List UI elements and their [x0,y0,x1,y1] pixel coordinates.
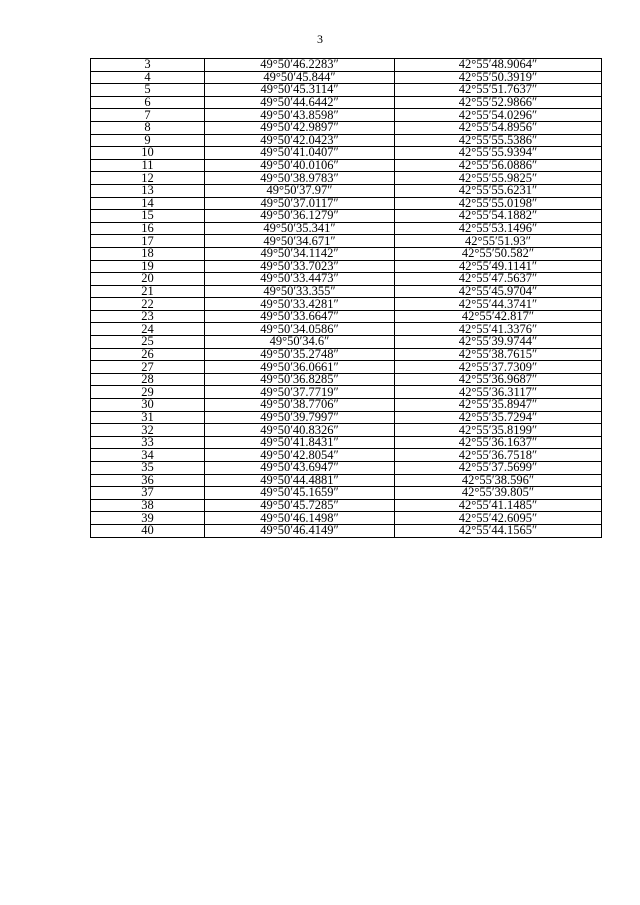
point-number-cell: 20 [91,273,205,286]
longitude-cell: 42°55′55.9394″ [395,147,602,160]
table-row [91,524,602,537]
point-number-cell: 38 [91,499,205,512]
point-number-cell: 25 [91,336,205,349]
longitude-cell: 42°55′51.7637″ [395,84,602,97]
latitude-cell: 49°50′45.7285″ [205,499,395,512]
point-number-cell: 24 [91,323,205,336]
latitude-cell: 49°50′45.1659″ [205,487,395,500]
table-row [91,424,602,437]
longitude-cell: 42°55′56.0886″ [395,159,602,172]
table-row [91,84,602,97]
latitude-cell: 49°50′46.2283″ [205,59,395,72]
latitude-cell: 49°50′34.0586″ [205,323,395,336]
coordinates-table [90,58,602,538]
latitude-cell: 49°50′36.1279″ [205,210,395,223]
latitude-cell: 49°50′36.0661″ [205,361,395,374]
longitude-cell: 42°55′36.1637″ [395,436,602,449]
point-number-cell: 10 [91,147,205,160]
point-number-cell: 13 [91,184,205,197]
table-row [91,386,602,399]
longitude-cell: 42°55′37.7309″ [395,361,602,374]
table-row [91,197,602,210]
latitude-cell: 49°50′33.4473″ [205,273,395,286]
point-number-cell: 34 [91,449,205,462]
longitude-cell: 42°55′52.9866″ [395,96,602,109]
table-row [91,499,602,512]
latitude-cell: 49°50′33.355″ [205,285,395,298]
longitude-cell: 42°55′55.6231″ [395,184,602,197]
longitude-cell: 42°55′50.3919″ [395,71,602,84]
latitude-cell: 49°50′39.7997″ [205,411,395,424]
latitude-cell: 49°50′37.0117″ [205,197,395,210]
table-row [91,147,602,160]
latitude-cell: 49°50′36.8285″ [205,373,395,386]
longitude-cell: 42°55′37.5699″ [395,462,602,475]
latitude-cell: 49°50′34.6″ [205,336,395,349]
latitude-cell: 49°50′45.3114″ [205,84,395,97]
table-row [91,184,602,197]
longitude-cell: 42°55′55.0198″ [395,197,602,210]
latitude-cell: 49°50′33.6647″ [205,310,395,323]
point-number-cell: 37 [91,487,205,500]
point-number-cell: 26 [91,348,205,361]
table-row [91,310,602,323]
point-number-cell: 36 [91,474,205,487]
table-row [91,71,602,84]
longitude-cell: 42°55′41.1485″ [395,499,602,512]
point-number-cell: 19 [91,260,205,273]
point-number-cell: 5 [91,84,205,97]
longitude-cell: 42°55′36.9687″ [395,373,602,386]
table-row [91,172,602,185]
longitude-cell: 42°55′49.1141″ [395,260,602,273]
coordinates-table-body [91,59,602,538]
table-row [91,436,602,449]
latitude-cell: 49°50′44.4881″ [205,474,395,487]
point-number-cell: 16 [91,222,205,235]
table-row [91,109,602,122]
latitude-cell: 49°50′40.8326″ [205,424,395,437]
latitude-cell: 49°50′35.2748″ [205,348,395,361]
longitude-cell: 42°55′38.7615″ [395,348,602,361]
latitude-cell: 49°50′37.97″ [205,184,395,197]
latitude-cell: 49°50′42.8054″ [205,449,395,462]
longitude-cell: 42°55′35.8199″ [395,424,602,437]
table-row [91,210,602,223]
point-number-cell: 6 [91,96,205,109]
longitude-cell: 42°55′45.9704″ [395,285,602,298]
point-number-cell: 40 [91,524,205,537]
point-number-cell: 18 [91,247,205,260]
point-number-cell: 4 [91,71,205,84]
table-row [91,373,602,386]
table-row [91,487,602,500]
point-number-cell: 8 [91,121,205,134]
longitude-cell: 42°55′36.3117″ [395,386,602,399]
table-row [91,59,602,72]
point-number-cell: 28 [91,373,205,386]
latitude-cell: 49°50′33.7023″ [205,260,395,273]
latitude-cell: 49°50′35.341″ [205,222,395,235]
table-row [91,134,602,147]
latitude-cell: 49°50′38.7706″ [205,399,395,412]
longitude-cell: 42°55′55.9825″ [395,172,602,185]
point-number-cell: 17 [91,235,205,248]
point-number-cell: 3 [91,59,205,72]
table-row [91,96,602,109]
longitude-cell: 42°55′42.6095″ [395,512,602,525]
point-number-cell: 33 [91,436,205,449]
longitude-cell: 42°55′54.8956″ [395,121,602,134]
table-row [91,512,602,525]
table-row [91,159,602,172]
point-number-cell: 35 [91,462,205,475]
longitude-cell: 42°55′48.9064″ [395,59,602,72]
point-number-cell: 12 [91,172,205,185]
table-row [91,449,602,462]
table-row [91,247,602,260]
longitude-cell: 42°55′41.3376″ [395,323,602,336]
table-row [91,361,602,374]
latitude-cell: 49°50′40.0106″ [205,159,395,172]
latitude-cell: 49°50′46.1498″ [205,512,395,525]
table-row [91,285,602,298]
table-row [91,474,602,487]
latitude-cell: 49°50′46.4149″ [205,524,395,537]
longitude-cell: 42°55′50.582″ [395,247,602,260]
point-number-cell: 21 [91,285,205,298]
latitude-cell: 49°50′41.0407″ [205,147,395,160]
longitude-cell: 42°55′54.0296″ [395,109,602,122]
table-row [91,462,602,475]
point-number-cell: 31 [91,411,205,424]
latitude-cell: 49°50′43.8598″ [205,109,395,122]
point-number-cell: 9 [91,134,205,147]
table-row [91,411,602,424]
table-row [91,273,602,286]
longitude-cell: 42°55′55.5386″ [395,134,602,147]
longitude-cell: 42°55′54.1882″ [395,210,602,223]
latitude-cell: 49°50′34.671″ [205,235,395,248]
longitude-cell: 42°55′53.1496″ [395,222,602,235]
table-row [91,260,602,273]
longitude-cell: 42°55′44.3741″ [395,298,602,311]
point-number-cell: 23 [91,310,205,323]
table-row [91,336,602,349]
point-number-cell: 30 [91,399,205,412]
point-number-cell: 29 [91,386,205,399]
latitude-cell: 49°50′42.0423″ [205,134,395,147]
longitude-cell: 42°55′35.8947″ [395,399,602,412]
table-row [91,323,602,336]
table-row [91,235,602,248]
table-row [91,298,602,311]
latitude-cell: 49°50′42.9897″ [205,121,395,134]
page-number: 3 [317,32,323,46]
latitude-cell: 49°50′38.9783″ [205,172,395,185]
longitude-cell: 42°55′39.9744″ [395,336,602,349]
point-number-cell: 11 [91,159,205,172]
longitude-cell: 42°55′35.7294″ [395,411,602,424]
point-number-cell: 7 [91,109,205,122]
point-number-cell: 39 [91,512,205,525]
point-number-cell: 32 [91,424,205,437]
table-row [91,121,602,134]
longitude-cell: 42°55′51.93″ [395,235,602,248]
table-row [91,399,602,412]
point-number-cell: 22 [91,298,205,311]
point-number-cell: 14 [91,197,205,210]
longitude-cell: 42°55′44.1565″ [395,524,602,537]
table-row [91,222,602,235]
longitude-cell: 42°55′39.805″ [395,487,602,500]
latitude-cell: 49°50′41.8431″ [205,436,395,449]
longitude-cell: 42°55′47.5637″ [395,273,602,286]
latitude-cell: 49°50′34.1142″ [205,247,395,260]
latitude-cell: 49°50′45.844″ [205,71,395,84]
longitude-cell: 42°55′38.596″ [395,474,602,487]
longitude-cell: 42°55′36.7518″ [395,449,602,462]
latitude-cell: 49°50′37.7719″ [205,386,395,399]
point-number-cell: 15 [91,210,205,223]
longitude-cell: 42°55′42.817″ [395,310,602,323]
latitude-cell: 49°50′33.4281″ [205,298,395,311]
latitude-cell: 49°50′44.6442″ [205,96,395,109]
point-number-cell: 27 [91,361,205,374]
table-row [91,348,602,361]
latitude-cell: 49°50′43.6947″ [205,462,395,475]
